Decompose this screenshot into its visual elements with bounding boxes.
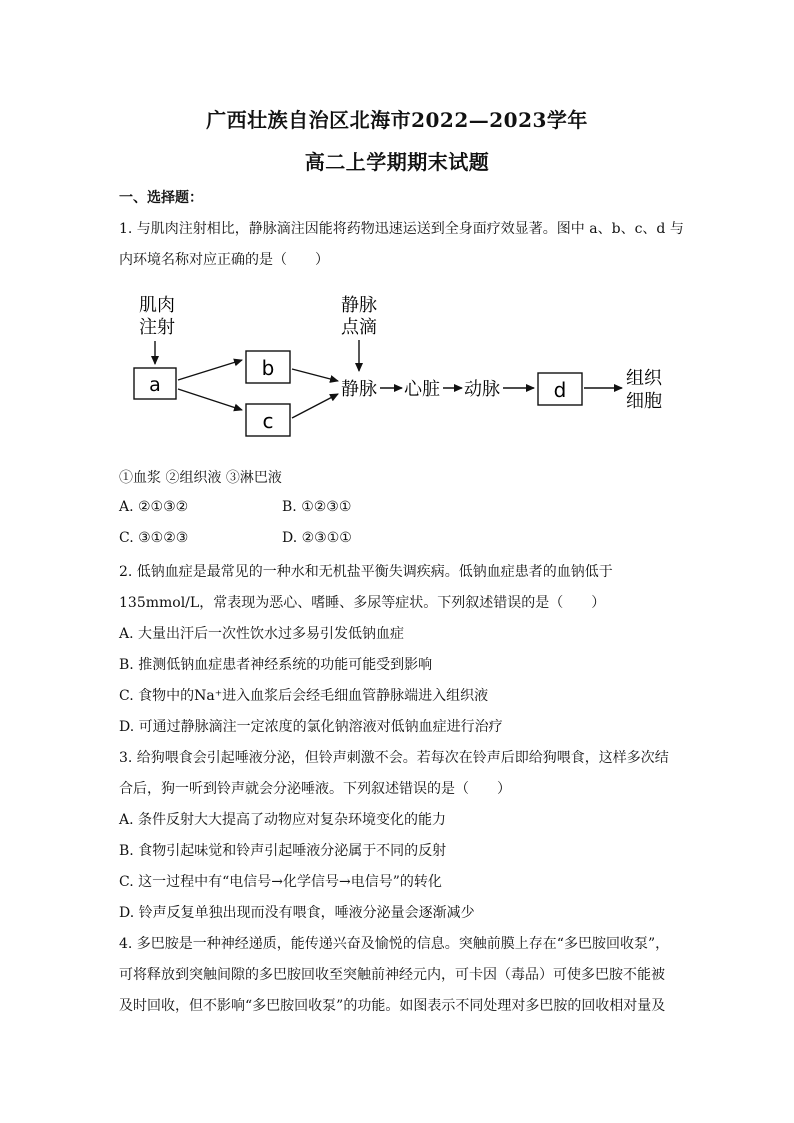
q3-stem-line1: 3. 给狗喂食会引起唾液分泌，但铃声刺激不会。若每次在铃声后即给狗喂食，这样多次结 bbox=[119, 750, 669, 766]
arrow-a-to-b bbox=[178, 360, 242, 380]
label-vein: 静脉 bbox=[341, 379, 377, 400]
q3-option-a[interactable]: A. 条件反射大大提高了动物应对复杂环境变化的能力 bbox=[119, 812, 447, 828]
q1-option-c[interactable]: C. ③①②③ bbox=[119, 530, 189, 546]
box-b-label: b bbox=[261, 356, 275, 380]
q2-stem-line2: 135mmol/L，常表现为恶心、嗜睡、多尿等症状。下列叙述错误的是（ ） bbox=[119, 595, 606, 611]
label-iv-drip-1: 静脉 bbox=[341, 295, 377, 316]
q2-option-b[interactable]: B. 推测低钠血症患者神经系统的功能可能受到影响 bbox=[119, 657, 433, 673]
q2-option-c[interactable]: C. 食物中的Na⁺进入血浆后会经毛细血管静脉端进入组织液 bbox=[119, 688, 489, 704]
q4-stem-line3: 及时回收，但不影响“多巴胺回收泵”的功能。如图表示不同处理对多巴胺的回收相对量及 bbox=[119, 998, 666, 1014]
q4-stem-line2: 可将释放到突触间隙的多巴胺回收至突触前神经元内，可卡因（毒品）可使多巴胺不能被 bbox=[119, 967, 665, 983]
box-a-label: a bbox=[149, 374, 161, 396]
label-muscle-1: 肌肉 bbox=[139, 295, 175, 316]
label-artery: 动脉 bbox=[464, 379, 500, 400]
q2-stem-line1: 2. 低钠血症是最常见的一种水和无机盐平衡失调疾病。低钠血症患者的血钠低于 bbox=[119, 564, 613, 580]
section-heading: 一、选择题： bbox=[119, 190, 203, 206]
q1-legend: ①血浆 ②组织液 ③淋巴液 bbox=[119, 470, 282, 486]
arrow-c-to-vein bbox=[292, 394, 338, 418]
q3-option-c[interactable]: C. 这一过程中有“电信号→化学信号→电信号”的转化 bbox=[119, 874, 442, 890]
q3-option-d[interactable]: D. 铃声反复单独出现而没有喂食，唾液分泌量会逐渐减少 bbox=[119, 905, 475, 921]
q1-option-d[interactable]: D. ②③①① bbox=[282, 530, 352, 546]
label-tissue-cell-1: 组织 bbox=[626, 368, 662, 389]
box-c-label: c bbox=[262, 409, 274, 433]
q3-option-b[interactable]: B. 食物引起味觉和铃声引起唾液分泌属于不同的反射 bbox=[119, 843, 447, 859]
label-iv-drip-2: 点滴 bbox=[341, 317, 377, 338]
q4-stem-line1: 4. 多巴胺是一种神经递质，能传递兴奋及愉悦的信息。突触前膜上存在“多巴胺回收泵”， bbox=[119, 936, 670, 952]
q2-option-d[interactable]: D. 可通过静脉滴注一定浓度的氯化钠溶液对低钠血症进行治疗 bbox=[119, 719, 503, 735]
title-line-1: 广西壮族自治区北海市2022—2023学年 bbox=[206, 108, 588, 132]
q1-stem-line2: 内环境名称对应正确的是（ ） bbox=[119, 252, 329, 268]
q1-circulation-diagram bbox=[0, 0, 794, 460]
title-line-2: 高二上学期期末试题 bbox=[304, 150, 490, 174]
label-heart: 心脏 bbox=[404, 379, 440, 400]
q3-stem-line2: 合后，狗一听到铃声就会分泌唾液。下列叙述错误的是（ ） bbox=[119, 781, 511, 797]
box-d-label: d bbox=[553, 378, 567, 402]
q1-stem-line1: 1. 与肌肉注射相比，静脉滴注因能将药物迅速运送到全身面疗效显著。图中 a、b、c、d 与 bbox=[119, 221, 684, 237]
label-muscle-2: 注射 bbox=[139, 317, 175, 338]
arrow-b-to-vein bbox=[292, 369, 338, 381]
q1-option-a[interactable]: A. ②①③② bbox=[119, 499, 189, 515]
label-tissue-cell-2: 细胞 bbox=[626, 391, 662, 412]
q1-option-b[interactable]: B. ①②③① bbox=[282, 499, 352, 515]
arrow-a-to-c bbox=[178, 389, 242, 410]
q2-option-a[interactable]: A. 大量出汗后一次性饮水过多易引发低钠血症 bbox=[119, 626, 405, 642]
